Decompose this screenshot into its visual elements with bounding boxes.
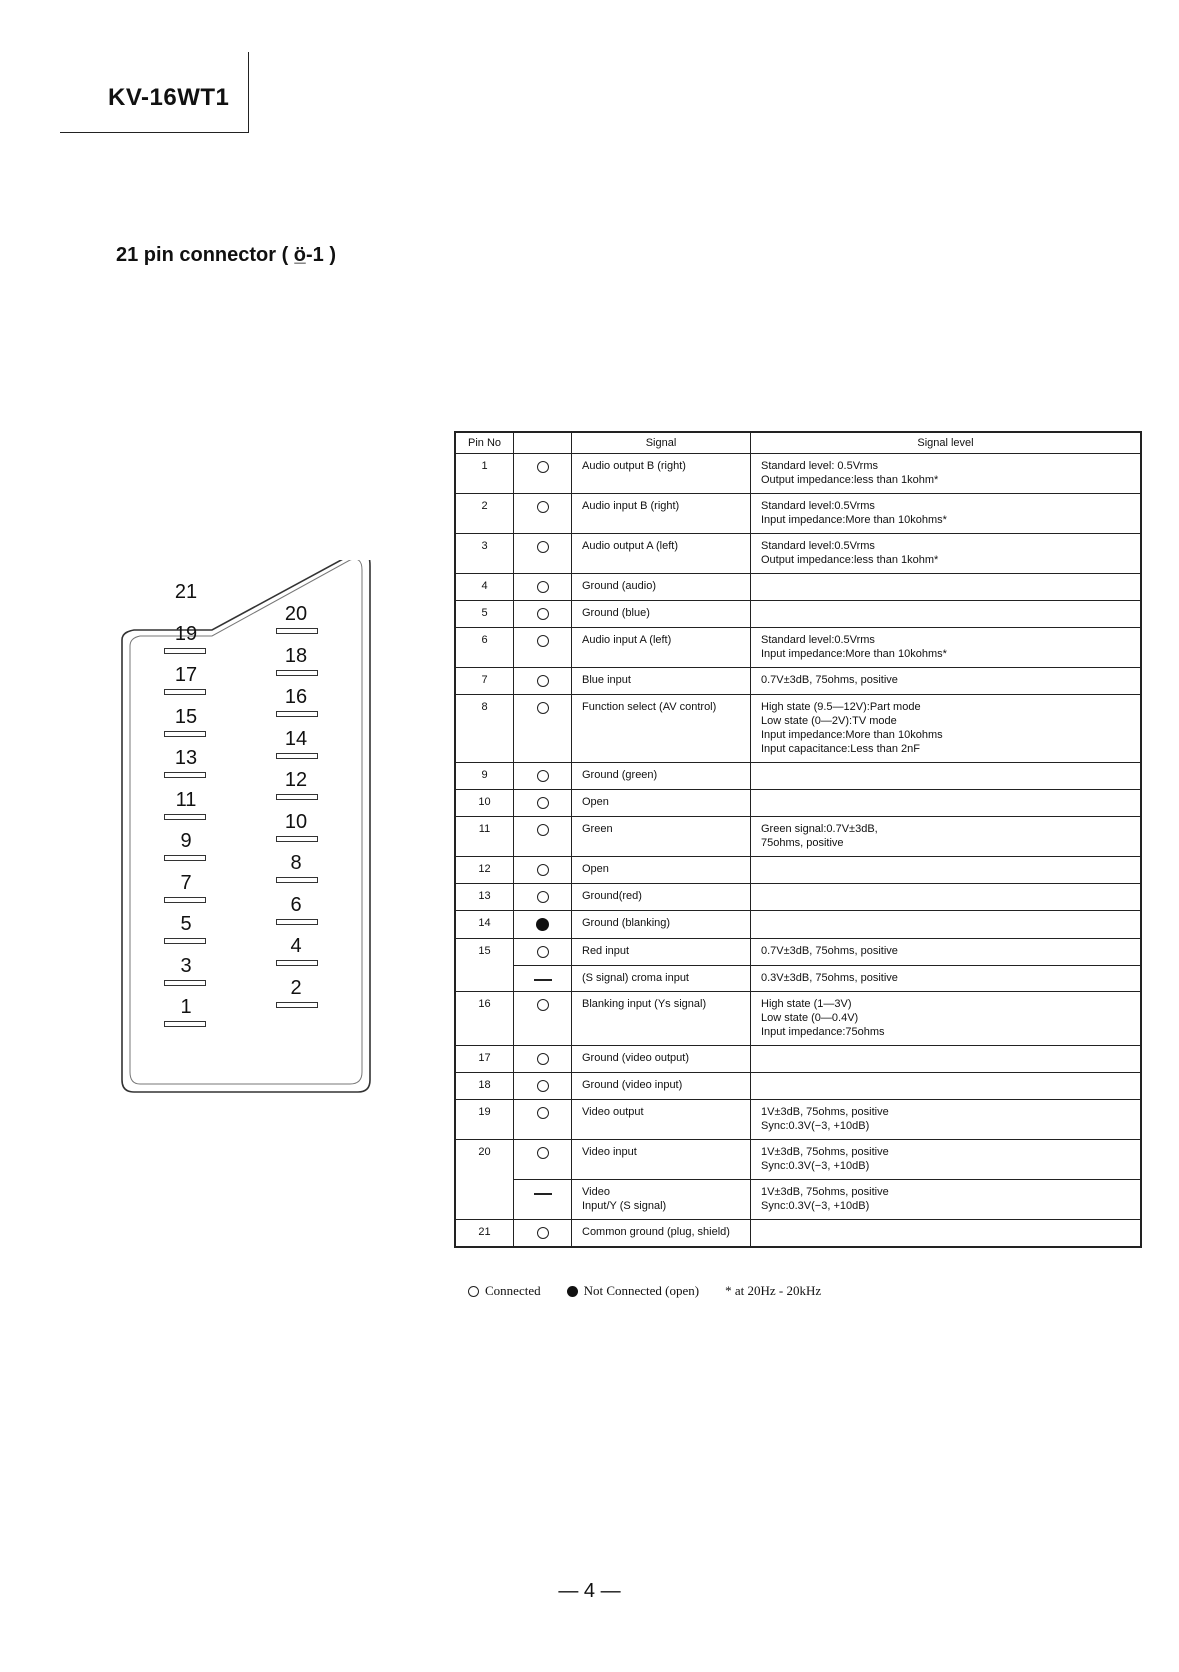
connected-circle-icon [537,581,549,593]
signal-level-line: Standard level: 0.5Vrms [761,460,878,472]
pin-label-19: 19 [174,622,198,645]
dash-icon [534,1193,552,1195]
pin-label-17: 17 [174,664,198,686]
table-row [455,911,1141,939]
signal-level-cell [751,1100,1142,1140]
connected-circle-icon [537,1107,549,1119]
pin-number-cell: 1 [455,454,514,494]
pin-number-cell: 12 [455,857,514,884]
connected-circle-icon [537,702,549,714]
connection-mark-cell [514,1073,572,1100]
connected-circle-icon [537,824,549,836]
pin-label-18: 18 [284,644,308,667]
pin-number-cell: 20 [455,1140,514,1220]
legend-not-connected-label: Not Connected (open) [583,1283,700,1298]
pin-number-cell: 15 [455,939,514,992]
signal-level-line: Low state (0—2V):TV mode [761,715,897,727]
signal-cell: Ground(red) [572,884,751,911]
table-row [455,628,1141,668]
pin-contact-7 [164,897,206,903]
scart-connector-diagram [112,560,382,1100]
pin-table [454,431,1142,1248]
signal-level-line: 75ohms, positive [761,837,844,849]
signal-level-line: Standard level:0.5Vrms [761,500,875,512]
pin-label-6: 6 [290,893,302,916]
signal-level-cell [751,1220,1142,1248]
signal-level-cell [751,601,1142,628]
signal-level-cell [751,911,1142,939]
signal-level-line: Input impedance:More than 10kohms [761,729,943,741]
signal-level-line: Input capacitance:Less than 2nF [761,743,920,755]
connection-mark-cell [514,454,572,494]
signal-cell: Audio input B (right) [572,494,751,534]
connection-mark-cell [514,817,572,857]
legend-note: * at 20Hz - 20kHz [725,1283,822,1298]
pin-label-21: 21 [174,581,198,603]
pin-number-cell: 13 [455,884,514,911]
pin-number-cell: 3 [455,534,514,574]
table-row [455,966,1141,992]
signal-level-cell [751,790,1142,817]
pin-contact-2 [276,1002,318,1008]
connected-circle-icon [537,864,549,876]
signal-level-line: High state (9.5—12V):Part mode [761,701,921,713]
signal-level-cell [751,857,1142,884]
connection-mark-cell [514,857,572,884]
signal-level-cell [751,695,1142,763]
pin-contact-3 [164,980,206,986]
signal-cell: Green [572,817,751,857]
connected-circle-icon [537,501,549,513]
signal-level-cell [751,668,1142,695]
signal-level-line: 1V±3dB, 75ohms, positive [761,1146,889,1158]
connection-mark-cell [514,763,572,790]
not-connected-dot-icon [567,1286,578,1297]
signal-level-line: Sync:0.3V(−3, +10dB) [761,1160,870,1172]
connection-mark-cell [514,790,572,817]
signal-level-cell [751,817,1142,857]
not-connected-dot-icon [536,918,549,931]
table-row [455,939,1141,966]
pin-number-cell: 6 [455,628,514,668]
connected-circle-icon [537,946,549,958]
signal-cell: Video input [572,1140,751,1180]
signal-level-cell [751,1140,1142,1180]
signal-level-cell [751,628,1142,668]
signal-cell: Ground (blue) [572,601,751,628]
table-header-row [455,432,1141,454]
pin-label-10: 10 [284,810,308,833]
pin-number-cell: 4 [455,574,514,601]
legend-connected-label: Connected [485,1283,541,1298]
pin-label-14: 14 [284,727,308,750]
signal-level-cell [751,966,1142,992]
connection-mark-cell [514,992,572,1046]
pin-contact-14 [276,753,318,759]
signal-level-line: High state (1—3V) [761,998,852,1010]
table-row [455,601,1141,628]
signal-cell: Audio output B (right) [572,454,751,494]
dash-icon [534,979,552,981]
table-row [455,1180,1141,1220]
pin-label-2: 2 [290,976,302,999]
connected-circle-icon [537,461,549,473]
table-row [455,1220,1141,1248]
signal-level-line: Input impedance:75ohms [761,1026,885,1038]
connected-circle-icon [468,1286,479,1297]
table-row [455,992,1141,1046]
pin-contact-16 [276,711,318,717]
pin-number-cell: 18 [455,1073,514,1100]
table-row [455,494,1141,534]
pin-contact-6 [276,919,318,925]
table-row [455,574,1141,601]
pin-number-cell: 19 [455,1100,514,1140]
pin-contact-12 [276,794,318,800]
table-row [455,454,1141,494]
pin-number-cell: 17 [455,1046,514,1073]
signal-level-cell [751,534,1142,574]
pin-label-12: 12 [284,769,308,791]
signal-level-line: 1V±3dB, 75ohms, positive [761,1186,889,1198]
pin-label-20: 20 [284,603,308,625]
signal-cell: Ground (video input) [572,1073,751,1100]
signal-level-cell [751,884,1142,911]
pin-label-9: 9 [180,830,192,852]
signal-level-line: Input impedance:More than 10kohms* [761,514,947,526]
signal-level-cell [751,1073,1142,1100]
signal-cell: Open [572,857,751,884]
pin-number-cell: 9 [455,763,514,790]
pin-contact-4 [276,960,318,966]
pin-number-cell: 7 [455,668,514,695]
table-row [455,857,1141,884]
connected-circle-icon [537,541,549,553]
header-pin-no: Pin No [455,432,514,454]
table-row [455,884,1141,911]
pin-number-cell: 11 [455,817,514,857]
pin-contact-5 [164,938,206,944]
signal-level-line: 0.7V±3dB, 75ohms, positive [761,674,898,686]
signal-level-line: Sync:0.3V(−3, +10dB) [761,1120,870,1132]
signal-level-cell [751,494,1142,534]
signal-cell: Ground (green) [572,763,751,790]
signal-level-line: Output impedance:less than 1kohm* [761,554,939,566]
signal-cell: Audio output A (left) [572,534,751,574]
signal-cell: Ground (audio) [572,574,751,601]
signal-level-line: Standard level:0.5Vrms [761,540,875,552]
signal-level-cell [751,763,1142,790]
pin-contact-10 [276,836,318,842]
connector-outline [112,560,382,1100]
pin-contact-1 [164,1021,206,1027]
connection-mark-cell [514,601,572,628]
legend [468,1283,821,1299]
signal-level-line: Output impedance:less than 1kohm* [761,474,939,486]
signal-cell: Audio input A (left) [572,628,751,668]
table-row [455,534,1141,574]
connected-circle-icon [537,891,549,903]
signal-level-cell [751,1180,1142,1220]
pin-contact-8 [276,877,318,883]
signal-level-cell [751,1046,1142,1073]
table-row [455,695,1141,763]
page-number: — 4 — [558,1580,621,1602]
pin-label-8: 8 [290,852,302,874]
signal-cell: Ground (video output) [572,1046,751,1073]
legend-connected [468,1283,541,1299]
table-row [455,668,1141,695]
connection-mark-cell [514,1220,572,1248]
signal-cell: Video output [572,1100,751,1140]
signal-level-line: Low state (0—0.4V) [761,1012,859,1024]
signal-cell: (S signal) croma input [572,966,751,992]
legend-not-connected [567,1283,700,1299]
connected-circle-icon [537,1147,549,1159]
connection-mark-cell [514,1140,572,1180]
pin-contact-18 [276,670,318,676]
signal-level-cell [751,454,1142,494]
table-row [455,763,1141,790]
signal-cell: Blanking input (Ys signal) [572,992,751,1046]
connected-circle-icon [537,797,549,809]
pin-contact-11 [164,814,206,820]
connection-mark-cell [514,911,572,939]
connection-mark-cell [514,1100,572,1140]
table-row [455,790,1141,817]
connected-circle-icon [537,1227,549,1239]
connection-mark-cell [514,939,572,966]
pin-label-1: 1 [180,996,192,1018]
pin-label-4: 4 [290,935,302,957]
signal-cell: Blue input [572,668,751,695]
table-row [455,1140,1141,1180]
pin-number-cell: 16 [455,992,514,1046]
pin-label-16: 16 [284,686,308,708]
model-title: KV-16WT1 [108,84,230,111]
table-row [455,1046,1141,1073]
pin-label-3: 3 [180,954,192,977]
pin-label-11: 11 [175,788,197,811]
signal-level-line: Sync:0.3V(−3, +10dB) [761,1200,870,1212]
pin-number-cell: 5 [455,601,514,628]
header-signal: Signal [572,432,751,454]
pin-number-cell: 2 [455,494,514,534]
signal-level-line: 1V±3dB, 75ohms, positive [761,1106,889,1118]
signal-cell: Ground (blanking) [572,911,751,939]
signal-cell: Function select (AV control) [572,695,751,763]
pin-contact-19 [164,648,206,654]
signal-cell: Red input [572,939,751,966]
signal-level-line: Green signal:0.7V±3dB, [761,823,878,835]
signal-level-cell [751,992,1142,1046]
pin-number-cell: 10 [455,790,514,817]
connection-mark-cell [514,1046,572,1073]
table-row [455,1073,1141,1100]
connected-circle-icon [537,635,549,647]
connected-circle-icon [537,770,549,782]
connection-mark-cell [514,1180,572,1220]
connected-circle-icon [537,608,549,620]
connection-mark-cell [514,494,572,534]
signal-cell: Video Input/Y (S signal) [572,1180,751,1220]
pin-label-13: 13 [174,747,198,769]
pin-label-15: 15 [174,705,198,728]
connection-mark-cell [514,695,572,763]
connected-circle-icon [537,675,549,687]
header-mark [514,432,572,454]
connected-circle-icon [537,999,549,1011]
signal-level-cell [751,939,1142,966]
signal-level-line: Input impedance:More than 10kohms* [761,648,947,660]
pin-label-7: 7 [180,871,192,894]
pin-contact-9 [164,855,206,861]
pin-contact-13 [164,772,206,778]
pin-number-cell: 21 [455,1220,514,1248]
connection-mark-cell [514,966,572,992]
header-signal-level: Signal level [751,432,1142,454]
connection-mark-cell [514,574,572,601]
pin-contact-15 [164,731,206,737]
table-row [455,817,1141,857]
pin-number-cell: 8 [455,695,514,763]
connection-mark-cell [514,884,572,911]
signal-level-line: Standard level:0.5Vrms [761,634,875,646]
pin-number-cell: 14 [455,911,514,939]
pin-contact-17 [164,689,206,695]
signal-level-line: 0.3V±3dB, 75ohms, positive [761,972,898,984]
connection-mark-cell [514,628,572,668]
signal-cell: Common ground (plug, shield) [572,1220,751,1248]
connection-mark-cell [514,668,572,695]
pin-contact-20 [276,628,318,634]
table-row [455,1100,1141,1140]
signal-level-line: 0.7V±3dB, 75ohms, positive [761,945,898,957]
connection-mark-cell [514,534,572,574]
section-title: 21 pin connector ( ö̲-1 ) [116,244,337,266]
connected-circle-icon [537,1080,549,1092]
signal-cell: Open [572,790,751,817]
pin-label-5: 5 [180,913,192,935]
signal-level-cell [751,574,1142,601]
connected-circle-icon [537,1053,549,1065]
